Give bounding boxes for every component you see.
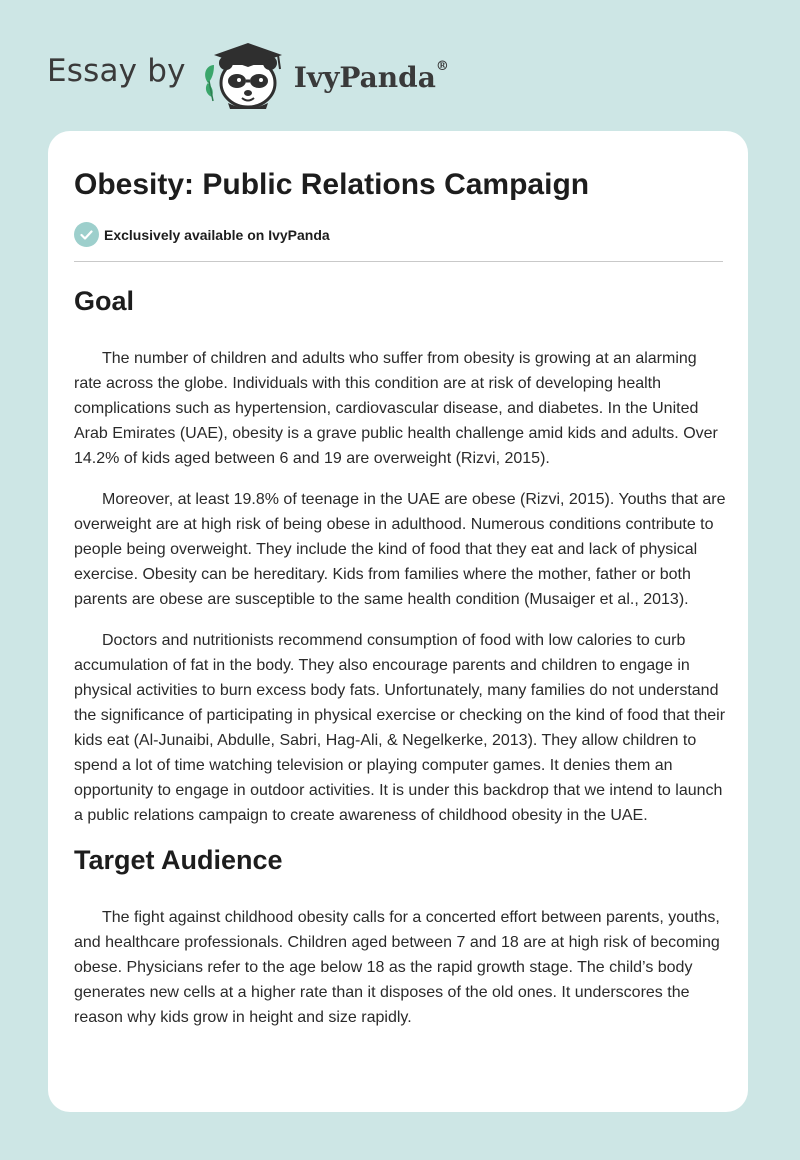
section-heading-target-audience: Target Audience xyxy=(74,845,283,875)
page-title: Obesity: Public Relations Campaign xyxy=(74,168,590,201)
paragraph: The fight against childhood obesity calls for a concerted effort between parents, youths, and healthcare professionals. Children aged between 7 and 18 are at high risk of becoming obese. Physicians refer to the age below 18 as the rapid growth stage. The child’s body generates new cells at a higher rate than it disposes of the old ones. It underscores the reason why kids grow in height and size rapidly. xyxy=(74,909,720,1026)
exclusive-badge xyxy=(74,222,330,247)
exclusive-badge-label: Exclusively available on IvyPanda xyxy=(104,226,330,243)
panda-logo-icon[interactable] xyxy=(200,37,290,111)
paragraph: Moreover, at least 19.8% of teenage in the UAE are obese (Rizvi, 2015). Youths that are overweight are at high risk of being obese in adulthood. Numerous conditions contribute to people being overweight. They include the kind of food that they eat and lack of physical exercise. Obesity can be hereditary. Kids from families where the mother, father or both parents are obese are susceptible to the same health condition (Musaiger et al., 2013). xyxy=(74,491,726,608)
paragraph: Doctors and nutritionists recommend consumption of food with low calories to curb accumulation of fat in the body. They also encourage parents and children to engage in physical activities to burn excess body fats. Unfortunately, many families do not understand the significance of participating in physical exercise or checking on the kind of food that their kids eat (Al-Junaibi, Abdulle, Sabri, Hag-Ali, & Negelkerke, 2013). They allow children to spend a lot of time watching television or playing computer games. It denies them an opportunity to engage in outdoor activities. It is under this backdrop that we intend to launch a public relations campaign to create awareness of childhood obesity in the UAE. xyxy=(74,632,726,824)
essay-card xyxy=(48,131,748,1112)
essay-by-label: Essay by xyxy=(47,53,186,89)
paragraph: The number of children and adults who suffer from obesity is growing at an alarming rate across the globe. Individuals with this condition are at risk of developing health complications such as hypertension, cardiovascular disease, and diabetes. In the United Arab Emirates (UAE), obesity is a grave public health challenge amid kids and adults. Over 14.2% of kids aged between 6 and 19 are overweight (Rizvi, 2015). xyxy=(74,350,718,467)
brand-name[interactable]: IvyPanda® xyxy=(293,58,449,94)
section-heading-goal: Goal xyxy=(74,286,135,316)
essay-body xyxy=(74,283,726,1030)
title-divider xyxy=(74,261,723,262)
check-circle-icon xyxy=(74,222,99,247)
registered-mark: ® xyxy=(435,58,449,74)
site-header xyxy=(47,34,449,114)
